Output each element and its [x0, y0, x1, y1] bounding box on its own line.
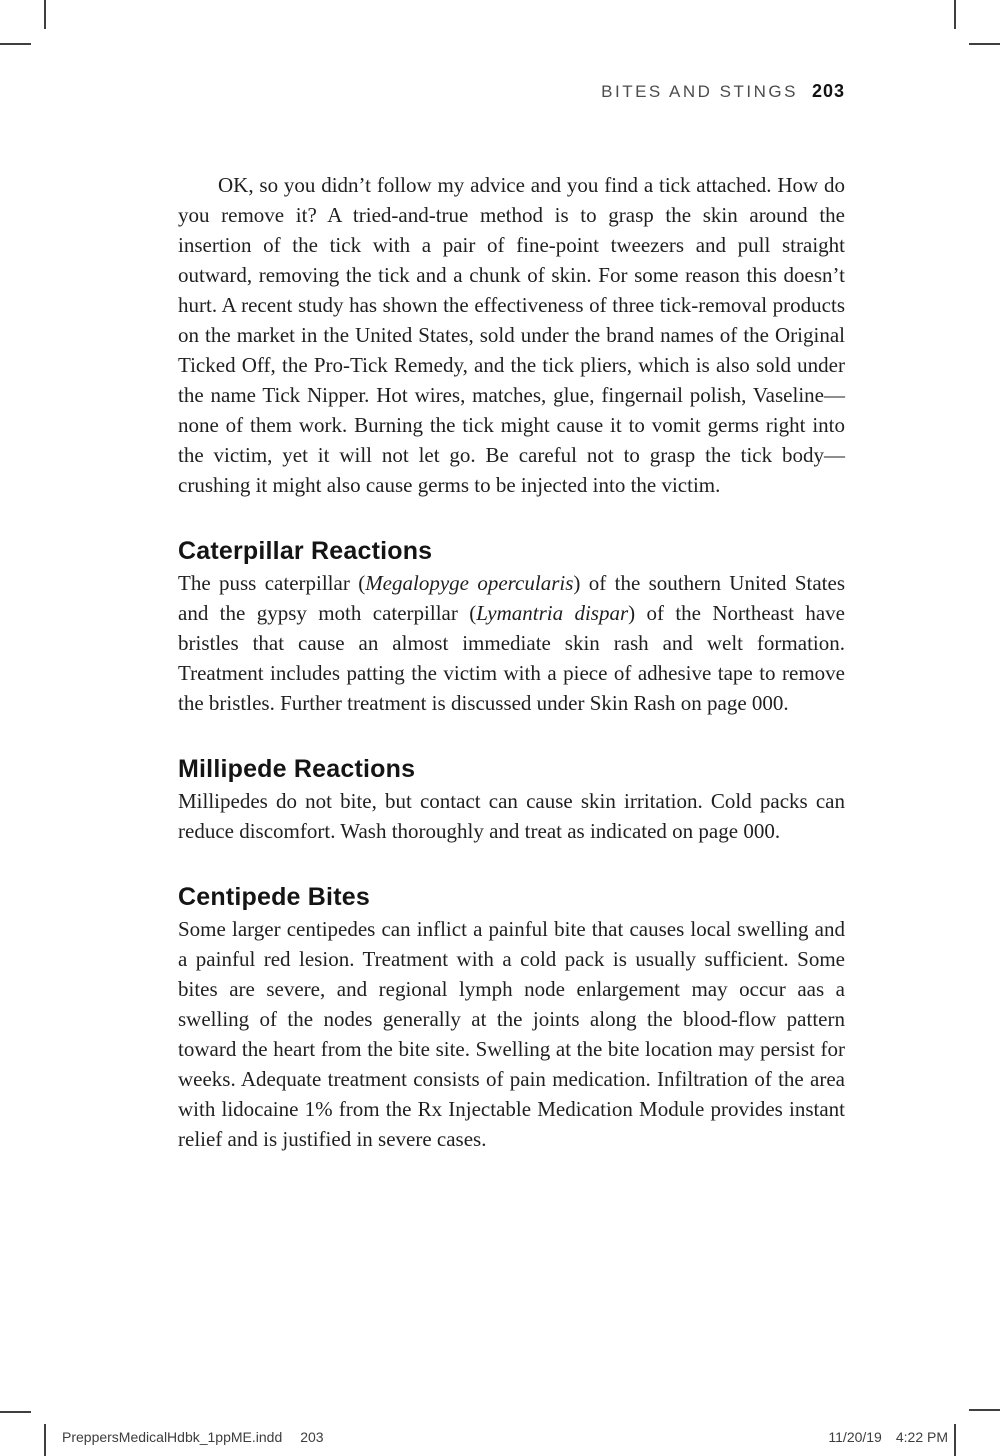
slug-time: 4:22 PM [895, 1429, 948, 1445]
species-name-italic: Lymantria dispar [476, 601, 629, 625]
slug-file-info [62, 1429, 324, 1445]
crop-mark-top-right-vertical [954, 0, 956, 29]
paragraph-segment: ) of the Northeast have bristles that cause an almost immediate skin rash and welt formation. Treatment includes patting the victim with a piece of adhesive tape to remove the bristles. Further treatment is discussed under Skin Rash on page 000. [178, 601, 845, 715]
intro-paragraph: OK, so you didn’t follow my advice and you find a tick attached. How do you remove it? A tried-and-true method is to grasp the skin around the insertion of the tick with a pair of fine-point tweezers and pull straight outward, removing the tick and a chunk of skin. For some reason this doesn’t hurt. A recent study has shown the effectiveness of three tick-removal products on the market in the United States, sold under the brand names of the Original Ticked Off, the Pro-Tick Remedy, and the tick pliers, which is also sold under the name Tick Nipper. Hot wires, matches, glue, fingernail polish, Vaseline—none of them work. Burning the tick might cause it to vomit germs right into the victim, yet it will not let go. Be careful not to grasp the tick body—crushing it might also cause germs to be injected into the victim. [178, 173, 845, 497]
running-head [178, 81, 845, 102]
crop-mark-top-left-horizontal [0, 43, 31, 45]
section-heading: Centipede Bites [178, 883, 370, 911]
section-heading: Millipede Reactions [178, 755, 416, 783]
crop-mark-bottom-left-vertical [44, 1424, 46, 1456]
species-name-italic: Megalopyge opercularis [365, 571, 574, 595]
crop-mark-top-right-horizontal [969, 43, 1000, 45]
slug-timestamp [828, 1429, 948, 1445]
crop-mark-bottom-right-vertical [954, 1424, 956, 1456]
slug-file-name: PreppersMedicalHdbk_1ppME.indd [62, 1429, 283, 1445]
running-head-section-title: BITES AND STINGS [601, 82, 798, 101]
slug-page-number: 203 [300, 1429, 324, 1445]
section-paragraph [178, 568, 845, 718]
crop-mark-bottom-right-horizontal [969, 1409, 1000, 1411]
section-centipede-bites [178, 883, 845, 1154]
paragraph-segment: The puss caterpillar ( [178, 571, 366, 595]
section-millipede-reactions [178, 755, 845, 846]
section-paragraph: Millipedes do not bite, but contact can cause skin irritation. Cold packs can reduce discomfort. Wash thoroughly and treat as indicated on page 000. [178, 789, 845, 843]
crop-mark-bottom-left-horizontal [0, 1411, 31, 1413]
crop-mark-top-left-vertical [44, 0, 46, 29]
section-caterpillar-reactions [178, 537, 845, 718]
paragraph-segment: ) of the southern United States and the gypsy moth caterpillar ( [178, 571, 845, 625]
section-paragraph: Some larger centipedes can inflict a painful bite that causes local swelling and a painful red lesion. Treatment with a cold pack is usually sufficient. Some bites are severe, and regional lymph node enlargement may occur aas a swelling of the nodes generally at the joints along the blood-flow pattern toward the heart from the bite site. Swelling at the bite location may persist for weeks. Adequate treatment consists of pain medication. Infiltration of the area with lidocaine 1% from the Rx Injectable Medication Module provides instant relief and is justified in severe cases. [178, 917, 845, 1151]
slug-date: 11/20/19 [828, 1429, 882, 1445]
running-head-page-number: 203 [811, 81, 845, 101]
section-heading: Caterpillar Reactions [178, 537, 433, 565]
text-column [178, 170, 845, 1154]
